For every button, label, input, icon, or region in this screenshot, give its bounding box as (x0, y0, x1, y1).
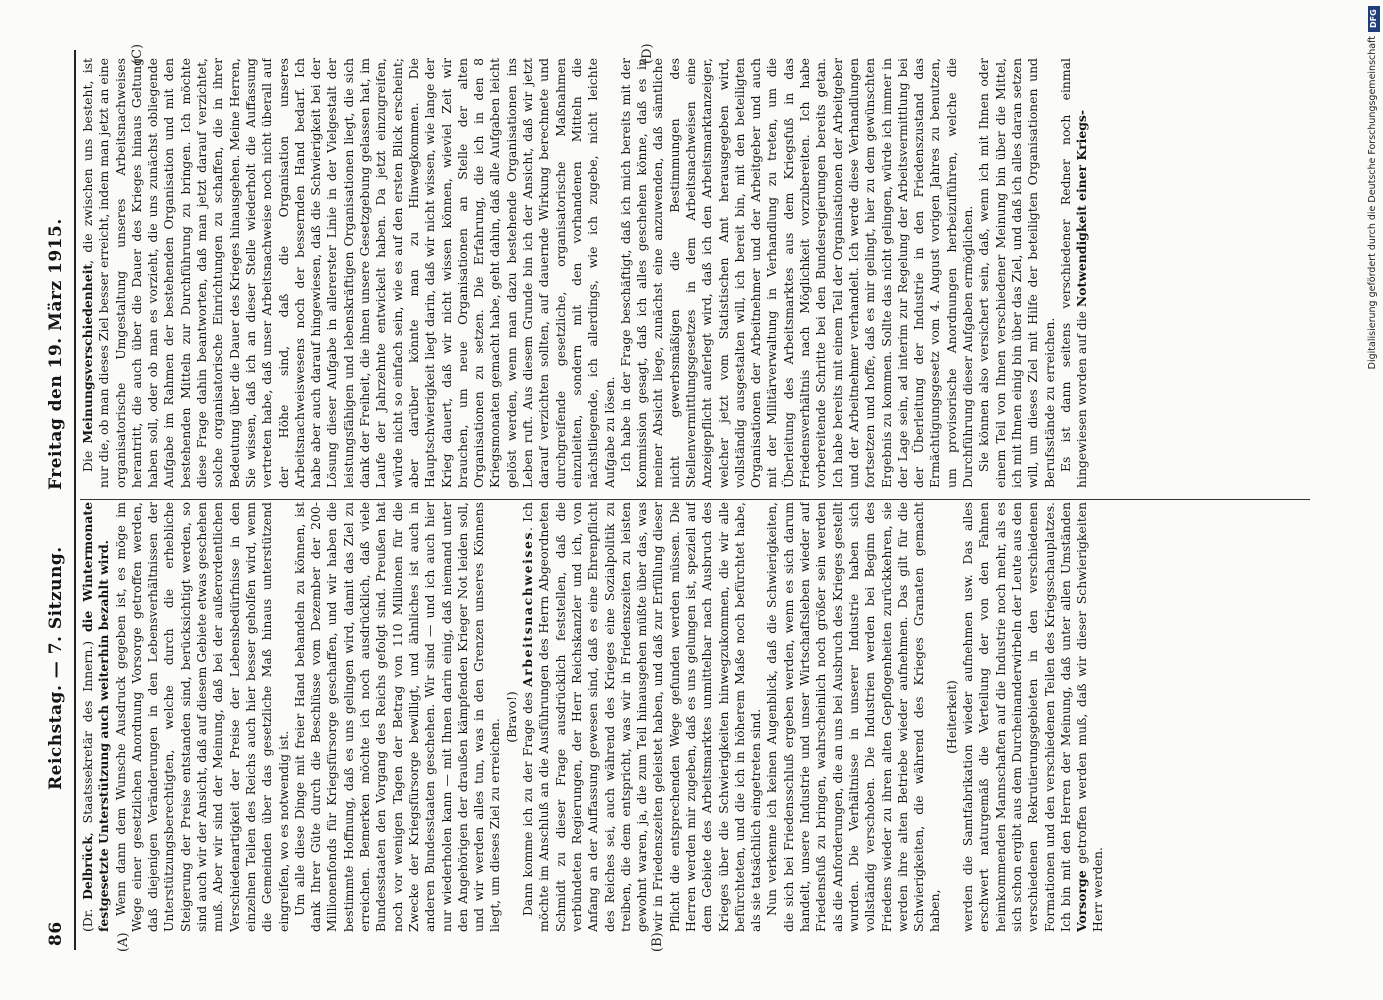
speaker-name: Delbrück (80, 836, 95, 900)
margin-marker-c: (C) (130, 43, 145, 64)
rotated-page-content (40, 43, 1340, 952)
paragraph (1058, 58, 1091, 488)
paragraph (520, 502, 764, 932)
paragraph-lead: Die (80, 443, 95, 472)
margin-marker-a: (A) (116, 932, 131, 952)
paragraph: Um alle diese Dinge mit freier Hand behandeln zu können, ist dank Ihrer Güte durch die Beschlüsse vom Dezember der 200-Millionenfonds für Kriegsfürsorge geschaffen, und wir haben die bestimmte Hoffnung, daß es uns gelingen wird, damit das Ziel zu erreichen. Bemerken möchte ich noch ausdrücklich, daß viele Bundesstaaten den Vorgang des Reichs gefolgt sind. Preußen hat noch vor wenigen Tagen der Betrag von 110 Millionen für die Zwecke der Kriegsfürsorge bewilligt, und ähnliches ist auch in anderen Bundesstaaten geschehen. Wir sind — und ich auch hier nur wiederholen kann — mit Ihnen darin einig, daß niemand unter den Angehörigen der draußen kämpfenden Krieger Not leiden soll, und wir werden alles tun, was in den Grenzen unseres Könnens liegt, um dieses Ziel zu erreichen. (291, 502, 503, 932)
margin-marker-b: (B) (650, 932, 665, 952)
paragraph-lead: Es ist dann seitens verschiedener Redner noch einmal hingewiesen worden auf die (1057, 58, 1090, 488)
paragraph-text: . Ich möchte im Anschluß an die Ausführungen des Herrn Abgeordneten Schmidt zu dieser Frage ausdrücklich feststellen, daß die verbündeten Regierungen, der Herr Reichskanzler und ich, von Anfang an der Auffassung gewesen sind, daß es eine Ehrenpflicht des Reiches sei, auch während des Krieges eine Sozialpolitik zu treiben, die dem entspricht, was wir in Friedenszeiten zu leisten gewohnt waren, ja, die zum Teil hinausgehen müßte über das, was wir in Friedenszeiten geleistet haben, und daß zur Erfüllung dieser Pflicht die entsprechenden Wege gefunden werden müssen. Die Herren werden mir zugeben, daß es uns gelungen ist, speziell auf dem Gebiete des Arbeitsmarktes unmittelbar nach Ausbruch des Krieges über die Schwierigkeiten hinwegzukommen, die wir alle befürchteten, und die ich in höherem Maße noch befürchtet habe, als sie tatsächlich eingetreten sind. (520, 502, 764, 932)
paragraph-text: werden die Samtfabrikation wieder aufnehmen usw. Das alles erschwert naturgemäß die Verteilung der von den Fahnen heimkommenden Mannschaften auf die Industrie noch mehr, als es sich schon ergibt aus dem Durcheinanderwirbeln der Leute aus den verschiedenen Rekrutierungsgebieten in den verschiedenen Formationen und den verschiedenen Teilen des Kriegsschauplatzes. Ich bin mit den Herren der Meinung, daß unter allen Umständen (960, 502, 1073, 932)
emphasized-term: Vorsorge (1074, 870, 1090, 932)
session-title: Reichstag. — 7. Sitzung. (46, 546, 66, 790)
speaker-role: , Staatssekretär des Innern.) (80, 640, 95, 837)
interjection: (Heiterkeit) (943, 680, 959, 754)
column-divider (80, 499, 1310, 500)
session-date: Freitag den 19. März 1915. (46, 218, 66, 490)
text-columns (80, 43, 1310, 952)
page-number: 86 (46, 921, 66, 946)
paragraph-text: die Wintermonate festgesetzte Unterstützung auch weiterhin bezahlt wird. (80, 502, 112, 932)
paragraph: Wenn dann dem Wunsche Ausdruck gegeben ist, es möge im Wege einer gesetzlichen Anordnung Vorsorge getroffen werden, daß diejenigen Veränderungen in den Lebensverhältnissen der Unterstützungsberechtigten, welche durch die erhebliche Steigerung der Preise entstanden sind, berücksichtigt werden, so sind auch wir der Ansicht, daß auf diesem Gebiete etwas geschehen muß. Aber wir sind der Meinung, daß bei der außerordentlichen Verschiedenartigkeit der Preise der Lebensbedürfnisse in den einzelnen Teilen des Reichs auch hier besser geholfen wird, wenn die Gemeinden über das gesetzliche Maß hinaus unterstützend eingreifen, wo es notwendig ist. (112, 502, 291, 932)
dfg-logo-icon: DFG (1368, 6, 1380, 32)
paragraph: Sie können also versichert sein, daß, wenn ich mit Ihnen oder einem Teil von Ihnen verschiedener Meinung bin über die Mittel, ich mit Ihnen einig bin über das Ziel, und daß ich alles daran setzen will, um dieses Ziel mit Hilfe der beteiligten Organisationen und Berufsstände zu erreichen. (976, 58, 1057, 488)
page-header (40, 50, 76, 950)
paragraph (960, 502, 1107, 932)
left-column (80, 502, 1310, 932)
paragraph-lead: Dann komme ich zu der Frage des (520, 686, 536, 916)
right-column (80, 58, 1310, 488)
emphasized-term: Meinungsverschiedenheit (80, 263, 95, 444)
paragraph: Nun verkenne ich keinen Augenblick, daß die Schwierigkeiten, die sich bei Friedensschluß ergeben werden, wenn es sich darum handelt, unsere Industrie und unser Wirtschaftsleben wieder auf Friedensfuß zu bringen, wahrscheinlich noch größer sein werden als die Anforderungen, die an uns bei Ausbruch des Krieges gestellt wurden. Die Verhältnisse in unserer Industrie haben sich vollständig verschoben. Die Industrien werden bei Beginn des Friedens wieder zu ihren alten Gepflogenheiten zurückkehren, sie werden ihre alten Betriebe wieder aufnehmen. Das gilt für die Schwierigkeiten, die während des Krieges Granaten gemacht haben, (764, 502, 943, 932)
emphasized-term: Arbeitsnachweises (520, 530, 536, 687)
paragraph (80, 502, 113, 932)
speaker-lead: (Dr. (80, 899, 95, 932)
paragraph-tail: getroffen werden muß, daß wir dieser Schwierigkeiten Herr werden. (1074, 502, 1106, 932)
interjection: (Bravo!) (503, 691, 519, 743)
credit-text: Digitalisierung gefördert durch die Deutsche Forschungsgemeinschaft (1367, 36, 1378, 370)
paragraph-text: , die zwischen uns besteht, ist nur die, ob man dieses Ziel besser erreicht, indem man jetzt an eine organisatorische Umgestaltung unseres Arbeitsnachweises herantritt, die auch über die Dauer des Krieges hinaus Geltung haben soll, oder ob man es vorzieht, die uns zunächst obliegende Aufgabe im Rahmen der bestehenden Organisation und mit den bestehenden Mitteln zur Durchführung zu bringen. Ich möchte diese Frage dahin beantworten, daß man jetzt darauf verzichtet, solche organisatorische Einrichtungen zu schaffen, die in ihrer Bedeutung über die Dauer des Krieges hinausgehen. Meine Herren, Sie wissen, daß ich an dieser Stelle wiederholt die Auffassung vertreten habe, daß unser Arbeitsnachweise noch nicht überall auf der Höhe sind, daß die Organisation unseres Arbeitsnachweiswesens noch der bessernden Hand bedarf. Ich habe aber auch darauf hingewiesen, daß die Schwierigkeit bei der Lösung dieser Aufgabe in allererster Linie in der Vielgestalt der leistungsfähigen und lebenskräftigen Organisationen liegt, die sich dank der Freiheit, die ihnen unsere Gesetzgebung gelassen hat, im Laufe der Jahrzehnte entwickelt haben. Da jetzt einzugreifen, würde nicht so einfach sein, wie es auf den ersten Blick erscheint; aber darüber könnte man zu Hinwegkommen. Die Hauptschwierigkeit liegt darin, daß wir nicht wissen, wie lange der Krieg dauert, daß wir nicht wissen können, wieviel Zeit wir brauchen, um neue Organisationen an Stelle der alten Organisationen zu setzen. Die Erfahrung, die ich in den 8 Kriegsmonaten gemacht habe, geht dahin, daß alle Aufgaben leicht gelöst werden, wenn man dazu bestehende Organisationen ins Leben ruft. Aus diesem Grunde bin ich der Ansicht, daß wir jetzt darauf verzichten sollten, auf dauernde Wirkung berechnete und durchgreifende gesetzliche, organisatorische Maßnahmen einzuleiten, sondern mit den vorhandenen Mitteln die nächstliegende, ich allerdings, wie ich zugebe, nicht leichte Aufgabe zu lösen. (80, 58, 617, 488)
margin-marker-d: (D) (640, 43, 655, 64)
paragraph (80, 58, 618, 488)
emphasized-term: Notwendigkeit einer Kriegs- (1074, 109, 1090, 308)
paragraph: Ich habe in der Frage beschäftigt, daß ich mich bereits mit der Kommission gesagt, daß ich alles geschehen könne, daß es in meiner Absicht liege, zunächst eine anzuwenden, daß sämtliche nicht gewerbsmäßigen die Bestimmungen des Stellenvermittlungsgesetzes in dem Arbeitsnachweisen eine Anzeigepflicht auferlegt wird, daß ich den Arbeitsmarktanzeiger, welcher jetzt vom Statistischen Amt herausgegeben wird, vollständig ausgestalten will, ich bereit bin, mit den beteiligten Organisationen der Arbeitnehmer und der Arbeitgeber und auch mit der Militärverwaltung in Verhandlung zu treten, um die Überleitung des Arbeitsmarktes aus dem Kriegsfuß in das Friedensverhältnis nach Möglichkeit vorzubereiten. Ich habe vorbereitende Schritte bei den Bundesregierungen bereits getan. Ich habe bereits mit einem Teil der Organisationen der Arbeitgeber und der Arbeitnehmer verhandelt. Ich werde diese Verhandlungen fortsetzen und hoffe, daß es mir gelingt, hier zu dem gewünschten Ergebnis zu kommen. Sollte das nicht gelingen, würde ich immer in der Lage sein, ad interim zur Regelung der Arbeitsvermittlung bei der Überleitung der Industrie in den Friedenszustand das Ermächtigungsgesetz vom 4. August vorigen Jahres zu benutzen, um provisorische Anordnungen herbeizuführen, welche die Durchführung dieser Aufgaben ermöglichen. (617, 58, 976, 488)
digitization-credit (1365, 0, 1383, 1000)
